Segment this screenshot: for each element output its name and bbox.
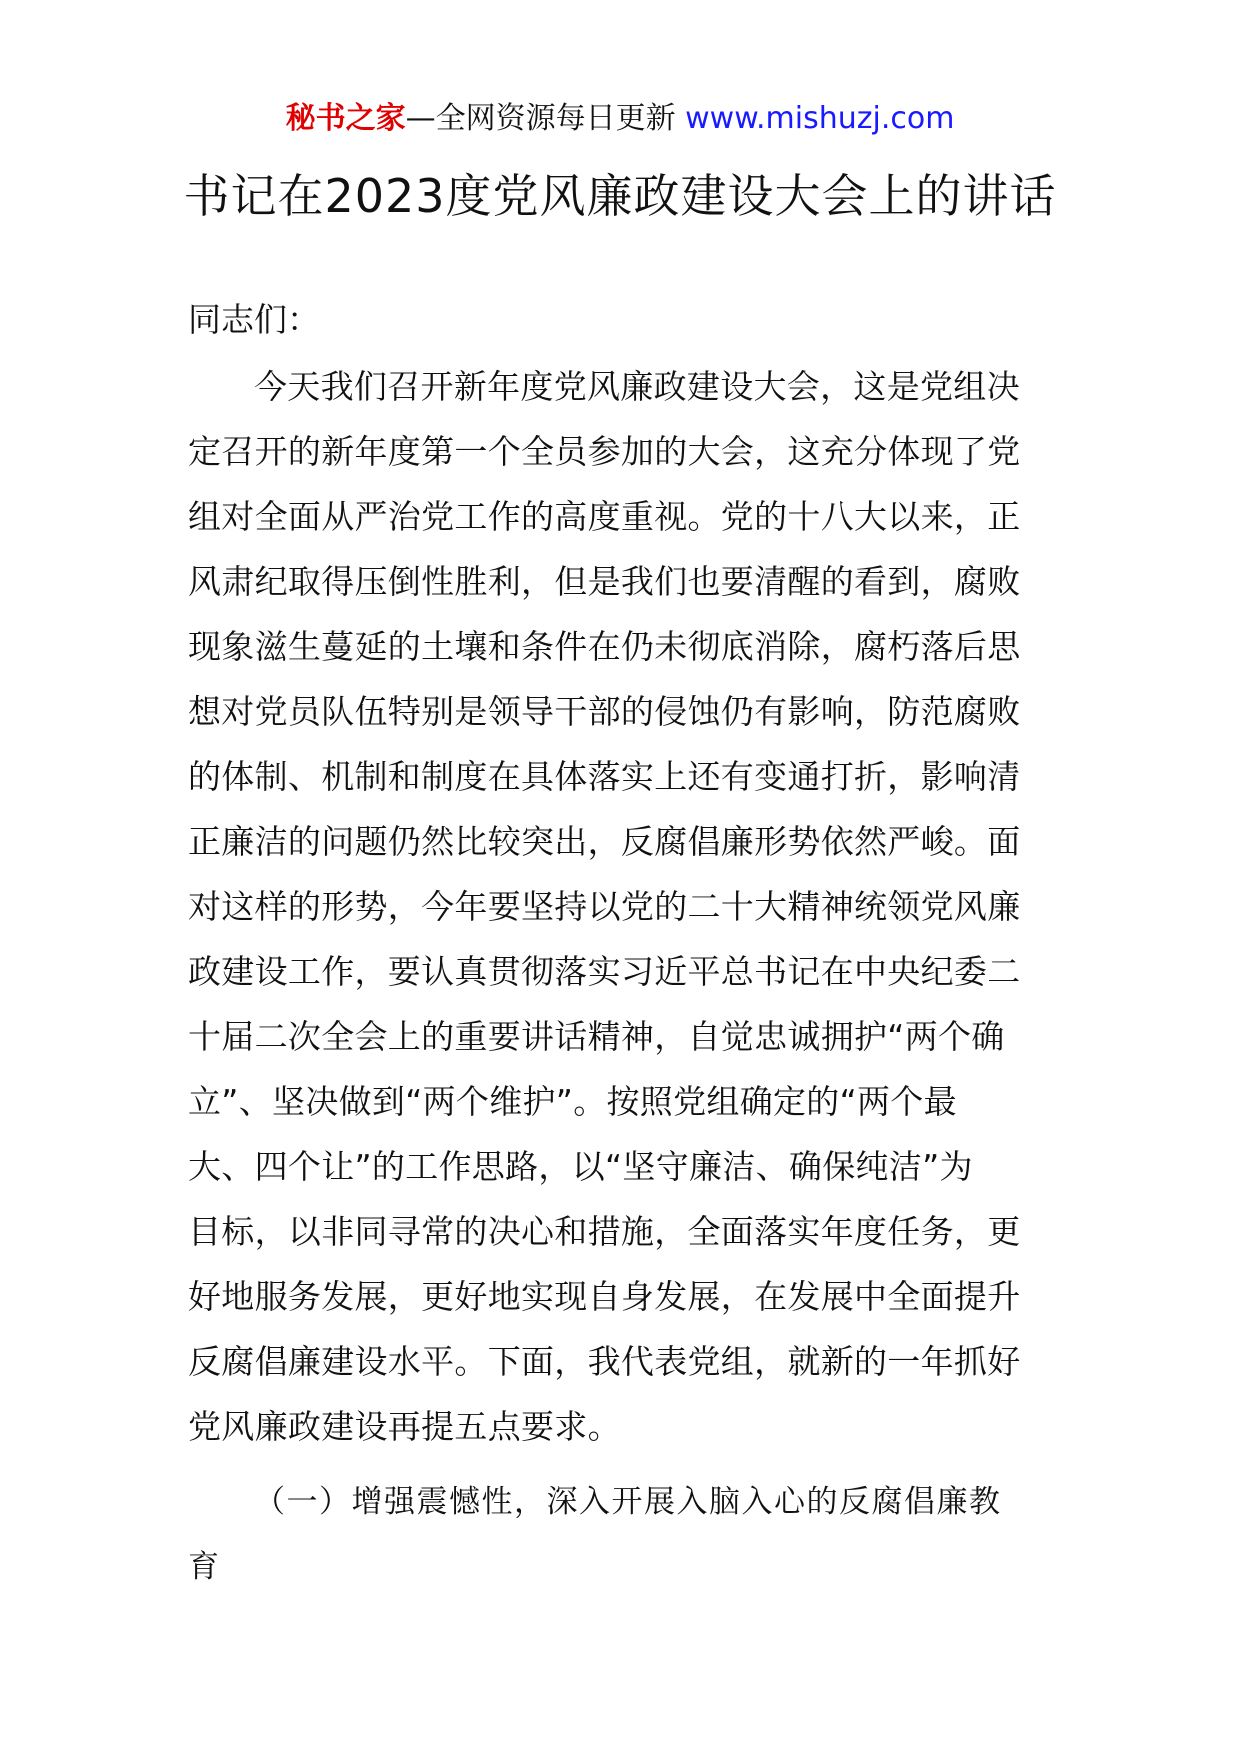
paragraph-line: 组对全面从严治党工作的高度重视。党的十八大以来，正 [188,497,1021,536]
salutation: 同志们： [188,300,320,339]
brand-name: 秘书之家 [285,101,406,136]
paragraph-line: 的体制、机制和制度在具体落实上还有变通打折，影响清 [188,757,1021,796]
paragraph-line: 反腐倡廉建设水平。下面，我代表党组，就新的一年抓好 [188,1342,1021,1381]
paragraph-line: 十届二次全会上的重要讲话精神，自觉忠诚拥护“两个确 [188,1017,1005,1056]
paragraph-line: 立”、坚决做到“两个维护”。按照党组确定的“两个最 [188,1082,957,1121]
paragraph-line: 好地服务发展，更好地实现自身发展，在发展中全面提升 [188,1277,1021,1316]
paragraph-line: 风肃纪取得压倒性胜利，但是我们也要清醒的看到，腐败 [188,562,1021,601]
header-banner [0,99,1240,139]
document-title: 书记在2023度党风廉政建设大会上的讲话 [183,169,1057,223]
section-heading [188,1480,1068,1610]
paragraph-line: 现象滋生蔓延的土壤和条件在仍未彻底消除，腐朽落后思 [188,627,1021,666]
site-url[interactable]: www.mishuzj.com [685,101,955,136]
paragraph-line: 想对党员队伍特别是领导干部的侵蚀仍有影响，防范腐败 [188,692,1021,731]
paragraph-line: 大、四个让”的工作思路，以“坚守廉洁、确保纯洁”为 [188,1147,973,1186]
paragraph-line: 正廉洁的问题仍然比较突出，反腐倡廉形势依然严峻。面 [188,822,1021,861]
section-heading-line: 育 [188,1549,221,1585]
paragraph-line: 对这样的形势，今年要坚持以党的二十大精神统领党风廉 [188,887,1021,926]
paragraph-line: 今天我们召开新年度党风廉政建设大会，这是党组决 [254,367,1020,406]
paragraph-line: 政建设工作，要认真贯彻落实习近平总书记在中央纪委二 [188,952,1021,991]
paragraph-line: 定召开的新年度第一个全员参加的大会，这充分体现了党 [188,432,1021,471]
section-heading-line: （一）增强震憾性，深入开展入脑入心的反腐倡廉教 [254,1484,1002,1520]
paragraph-line: 党风廉政建设再提五点要求。 [188,1407,621,1446]
body-paragraph [188,365,1068,1470]
paragraph-line: 目标，以非同寻常的决心和措施，全面落实年度任务，更 [188,1212,1021,1251]
slogan: —全网资源每日更新 [405,101,686,136]
